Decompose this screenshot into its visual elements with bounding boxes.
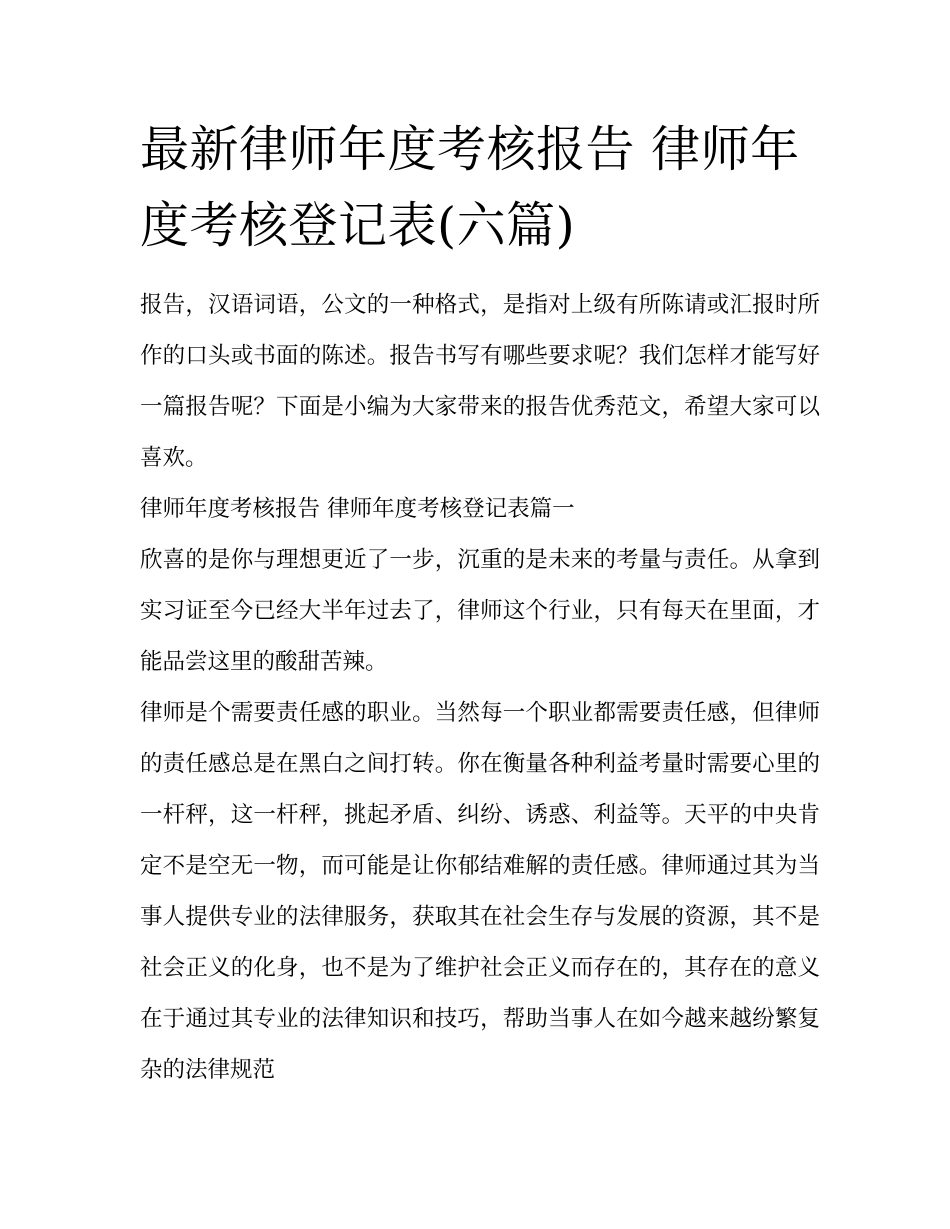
body-paragraph-1: 欣喜的是你与理想更近了一步，沉重的是未来的考量与责任。从拿到实习证至今已经大半年过去了，律师这个行业，只有每天在里面，才能品尝这里的酸甜苦辣。 <box>140 547 820 675</box>
intro-paragraph: 报告，汉语词语，公文的一种格式，是指对上级有所陈请或汇报时所作的口头或书面的陈述。报告书写有哪些要求呢？我们怎样才能写好一篇报告呢？下面是小编为大家带来的报告优秀范文，希望大家可以喜欢。 <box>140 292 820 471</box>
document-title: 最新律师年度考核报告 律师年度考核登记表(六篇) <box>140 121 800 254</box>
body-paragraph-2: 律师是个需要责任感的职业。当然每一个职业都需要责任感，但律师的责任感总是在黑白之间打转。你在衡量各种利益考量时需要心里的一杆秤，这一杆秤，挑起矛盾、纠纷、诱惑、利益等。天平的中央肯定不是空无一物，而可能是让你郁结难解的责任感。律师通过其为当事人提供专业的法律服务，获取其在社会生存与发展的资源，其不是社会正义的化身，也不是为了维护社会正义而存在的，其存在的意义在于通过其专业的法律知识和技巧，帮助当事人在如今越来越纷繁复杂的法律规范 <box>140 700 820 1083</box>
document-page <box>140 112 820 1096</box>
section-heading: 律师年度考核报告 律师年度考核登记表篇一 <box>140 496 575 522</box>
